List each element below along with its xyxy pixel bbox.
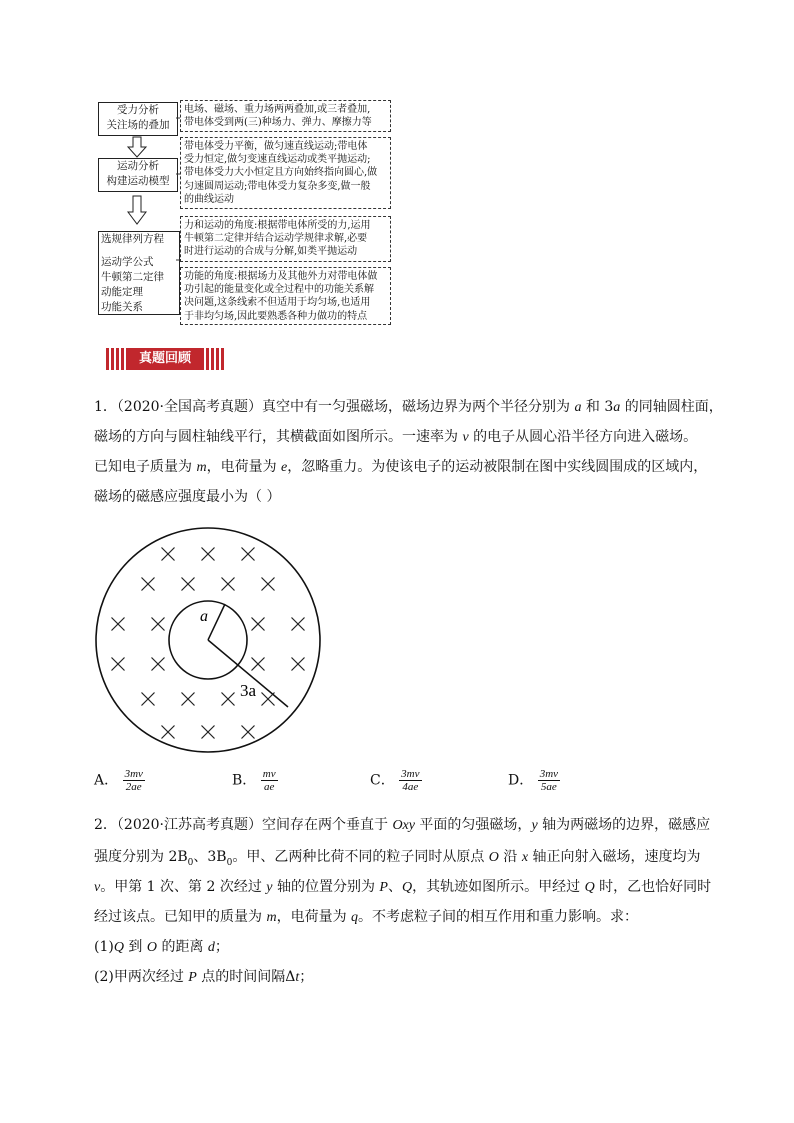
text: 点的时间间隔Δ: [196, 969, 296, 985]
var: Q: [584, 880, 595, 895]
flow-note-motion-models: [180, 137, 391, 209]
var: d: [207, 940, 215, 955]
note-line: 时进行运动的合成与分解,如类平抛运动: [184, 246, 358, 258]
text: 轴为两磁场的边界，磁感应: [537, 817, 711, 833]
var: q: [351, 910, 359, 925]
option-a[interactable]: [94, 768, 145, 793]
flow-step-line: 动能定理: [101, 286, 143, 298]
note-line: 带电体受力平衡，做匀速直线运动;带电体: [184, 141, 368, 152]
denominator: 4ae: [402, 781, 419, 793]
section-title: 真题回顾: [128, 348, 202, 370]
text: ，电荷量为: [276, 909, 352, 925]
field-x-icon: [142, 578, 155, 591]
field-x-icon: [152, 618, 165, 631]
text: 和 3: [581, 399, 614, 415]
var: a: [574, 400, 582, 415]
text: ，其轨迹如图所示。甲经过: [412, 879, 585, 895]
section-banner: [106, 348, 224, 370]
field-x-icon: [242, 726, 255, 739]
option-fraction: [538, 768, 560, 793]
var: Q: [113, 940, 124, 955]
denominator: 2ae: [125, 781, 142, 793]
var: P: [188, 970, 197, 985]
q2-line-2: [94, 844, 711, 870]
note-line: 功引起的能量变化或全过程中的功能关系解: [184, 284, 374, 296]
text: 强度分别为 2B: [94, 849, 188, 865]
field-x-icon: [112, 658, 125, 671]
magnetic-field-figure: [94, 527, 328, 761]
inner-radius-label: a: [200, 608, 208, 625]
option-letter: A．: [94, 772, 119, 789]
option-b[interactable]: [232, 768, 278, 793]
note-line: 功能的角度:根据场力及其他外力对带电体做: [184, 271, 378, 282]
var: a: [613, 400, 621, 415]
option-letter: C．: [370, 772, 395, 789]
option-fraction: [399, 768, 421, 793]
var: O: [146, 940, 157, 955]
field-x-icon: [252, 618, 265, 631]
var: O: [488, 850, 499, 865]
note-line: 电场、磁场、重力场两两叠加,或三者叠加,: [184, 104, 371, 115]
text: 的距离: [157, 939, 208, 955]
outer-radius-label: 3a: [240, 681, 257, 700]
flow-step-line: 受力分析: [117, 104, 159, 116]
text: 的同轴圆柱面，: [620, 399, 723, 415]
flow-note-force-motion: [180, 216, 391, 262]
var: e: [281, 460, 288, 475]
field-x-icon: [202, 726, 215, 739]
text: 轴的位置分别为: [272, 879, 380, 895]
denominator: 5ae: [540, 781, 557, 793]
q1-line-2: [94, 424, 723, 450]
q2-line-4: [94, 904, 711, 930]
q2-subq-1: [94, 934, 711, 960]
flow-step-force-analysis: [98, 102, 178, 136]
option-fraction: [123, 768, 145, 793]
var: Oxy: [392, 818, 415, 833]
option-letter: B．: [232, 772, 257, 789]
option-fraction: [261, 768, 278, 793]
var: P: [379, 880, 388, 895]
q2-line-3: [94, 874, 711, 900]
text: 轴正向射入磁场，速度均为: [528, 849, 701, 865]
text: 、3B: [193, 849, 227, 865]
var: m: [266, 910, 277, 925]
field-x-icon: [202, 548, 215, 561]
var: v: [94, 880, 101, 895]
flow-step-line: 牛顿第二定律: [101, 271, 164, 283]
question-1: [94, 394, 723, 510]
var: Q: [401, 880, 413, 895]
field-x-icon: [112, 618, 125, 631]
note-line: 牛顿第二定律并结合运动学规律求解,必要: [184, 233, 368, 245]
numerator: 3mv: [124, 768, 143, 780]
text: 磁场的磁感应强度最小为（ ）: [94, 489, 281, 505]
q2-subq-2: [94, 964, 711, 990]
text: 。甲第 1 次、第 2 次经过: [100, 879, 267, 895]
var: y: [531, 818, 538, 833]
text: 时，乙也恰好同时: [594, 879, 712, 895]
text: ；: [214, 939, 229, 955]
var: x: [521, 850, 529, 865]
flow-step-motion-analysis: [98, 158, 178, 192]
field-x-icon: [152, 658, 165, 671]
var: m: [196, 460, 207, 475]
text: 平面的匀强磁场，: [414, 817, 532, 833]
flow-note-energy: [180, 267, 391, 325]
denominator: ae: [263, 781, 275, 793]
flow-step-line: 运动分析: [117, 160, 159, 172]
flow-step-choose-laws: [98, 231, 180, 315]
field-x-icon: [262, 693, 275, 706]
flow-note-field-superposition: [180, 100, 391, 132]
note-line: 于非均匀场,因此要熟悉各种力做功的特点: [184, 310, 368, 322]
text: 到: [123, 939, 147, 955]
q1-line-1: [94, 394, 723, 420]
var: v: [462, 430, 469, 445]
text: (1): [94, 939, 114, 955]
field-x-icon: [162, 726, 175, 739]
option-letter: D．: [508, 772, 534, 789]
field-x-icon: [182, 693, 195, 706]
text: 磁场的方向与圆柱轴线平行，其横截面如图所示。一速率为: [94, 429, 463, 445]
text: 2．（2020·江苏高考真题）空间存在两个垂直于: [94, 817, 393, 833]
numerator: 3mv: [539, 768, 559, 780]
subscript: 0: [187, 857, 194, 868]
flow-step-line: 功能关系: [101, 301, 143, 313]
text: 1．（2020·全国高考真题）真空中有一匀强磁场，磁场边界为两个半径分别为: [94, 399, 575, 415]
flow-step-line: 构建运动模型: [106, 175, 170, 187]
var: y: [266, 880, 273, 895]
flow-step-line: 运动学公式: [101, 256, 154, 268]
field-x-icon: [262, 578, 275, 591]
note-line: 力和运动的角度:根据带电体所受的力,运用: [184, 220, 371, 231]
field-x-icon: [252, 658, 265, 671]
text: 。不考虑粒子间的相互作用和重力影响。求：: [358, 909, 639, 925]
text: 的电子从圆心沿半径方向进入磁场。: [468, 429, 698, 445]
text: 。甲、乙两种比荷不同的粒子同时从原点: [232, 849, 489, 865]
text: 经过该点。已知甲的质量为: [94, 909, 267, 925]
q2-line-1: [94, 812, 711, 838]
inner-radius-line: [208, 604, 225, 640]
note-line: 受力恒定,做匀变速直线运动或类平抛运动;: [184, 154, 371, 166]
text: 、: [387, 879, 402, 895]
text: ；: [299, 969, 314, 985]
note-line: 带电体受到两(三)种场力、弹力、摩擦力等: [184, 117, 372, 129]
field-x-icon: [222, 693, 235, 706]
note-line: 决问题,这条线索不但适用于均匀场,也适用: [184, 297, 371, 309]
numerator: mv: [262, 768, 276, 780]
option-d[interactable]: [508, 768, 560, 793]
text: ，电荷量为: [206, 459, 282, 475]
field-x-icon: [222, 578, 235, 591]
text: 已知电子质量为: [94, 459, 197, 475]
field-x-icon: [142, 693, 155, 706]
q1-line-4: [94, 484, 723, 510]
text: ，忽略重力。为使该电子的运动被限制在图中实线圆围成的区域内，: [287, 459, 708, 475]
numerator: 3mv: [401, 768, 420, 780]
note-line: 的曲线运动: [184, 193, 234, 205]
q1-line-3: [94, 454, 723, 480]
down-arrow-icon: [126, 195, 148, 225]
question-2: [94, 812, 711, 990]
var: t: [295, 970, 300, 985]
field-x-icon: [292, 618, 305, 631]
flow-step-line: 选规律列方程: [101, 233, 164, 245]
note-line: 匀速圆周运动;带电体受力复杂多变,做一般: [184, 180, 371, 192]
field-marks: [112, 548, 305, 739]
note-line: 带电体受力大小恒定且方向始终指向圆心,做: [184, 167, 378, 179]
down-arrow-icon: [126, 136, 148, 158]
field-x-icon: [182, 578, 195, 591]
subscript: 0: [226, 857, 233, 868]
field-x-icon: [292, 658, 305, 671]
text: (2)甲两次经过: [94, 969, 189, 985]
text: 沿: [498, 849, 522, 865]
flow-step-line: 关注场的叠加: [106, 119, 170, 131]
field-x-icon: [162, 548, 175, 561]
option-c[interactable]: [370, 768, 422, 793]
field-x-icon: [242, 548, 255, 561]
